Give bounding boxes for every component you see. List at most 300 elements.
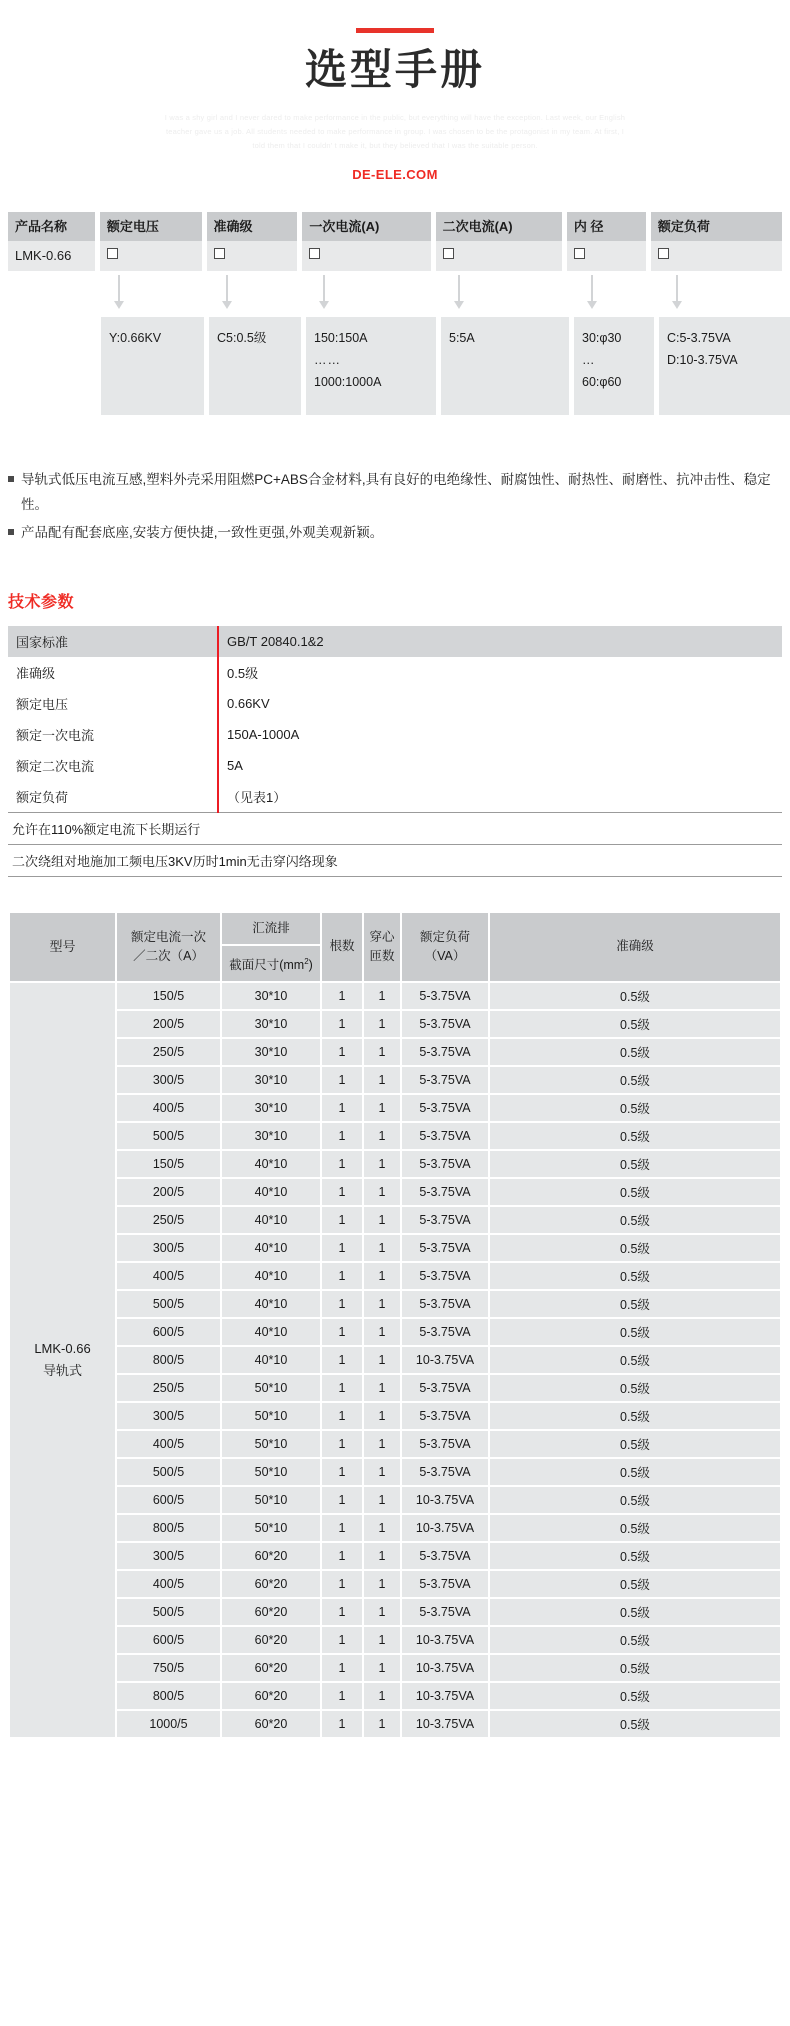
cell-rated-load: 5-3.75VA [402,1263,488,1289]
cell-section-size: 30*10 [222,1011,320,1037]
selection-detail-line: 1000:1000A [314,374,382,389]
selection-header-cell: 额定负荷 [651,212,782,241]
selection-detail-line: 30:φ30 [582,330,622,345]
tech-spec-value: 150A-1000A [218,719,782,750]
tech-spec-key: 国家标准 [8,626,218,657]
cell-accuracy: 0.5级 [490,1207,780,1233]
cell-section-size: 50*10 [222,1403,320,1429]
cell-rated-load: 10-3.75VA [402,1487,488,1513]
table-row [10,1151,780,1177]
cell-rated-load: 5-3.75VA [402,1459,488,1485]
cell-section-size: 40*10 [222,1179,320,1205]
cell-section-size: 60*20 [222,1711,320,1737]
selection-header-cell: 产品名称 [8,212,95,241]
cell-accuracy: 0.5级 [490,1179,780,1205]
selection-checkbox-cell[interactable] [436,241,562,271]
model-data-table [8,911,782,1739]
selection-model-label: LMK-0.66 [15,247,72,263]
cell-accuracy: 0.5级 [490,1431,780,1457]
cell-rated-current: 600/5 [117,1627,220,1653]
cell-strands: 1 [322,1403,362,1429]
cell-turns: 1 [364,1459,400,1485]
table-row [10,1543,780,1569]
selection-header-cell: 额定电压 [100,212,202,241]
cell-rated-current: 400/5 [117,1571,220,1597]
selection-detail-line: … [582,352,596,367]
cell-strands: 1 [322,1235,362,1261]
cell-section-size: 40*10 [222,1347,320,1373]
th-rated-current-line1: 额定电流一次 [130,929,206,944]
tech-spec-table [8,626,782,877]
cell-turns: 1 [364,1011,400,1037]
cell-section-size: 50*10 [222,1487,320,1513]
model-data-table-body [10,983,780,1737]
cell-strands: 1 [322,1543,362,1569]
selection-detail-line: C5:0.5级 [217,330,267,345]
cell-section-size: 60*20 [222,1627,320,1653]
cell-rated-load: 5-3.75VA [402,1543,488,1569]
th-strands: 根数 [322,913,362,981]
cell-rated-load: 5-3.75VA [402,1151,488,1177]
cell-turns: 1 [364,1375,400,1401]
cell-strands: 1 [322,1263,362,1289]
selection-header-cell: 二次电流(A) [436,212,562,241]
checkbox-icon[interactable] [309,248,320,259]
model-data-table-head [10,913,780,981]
tech-spec-note-row [8,812,782,844]
th-rated-load-line1: 额定负荷 [419,929,470,944]
cell-section-size: 50*10 [222,1375,320,1401]
cell-turns: 1 [364,1403,400,1429]
selection-header-cell: 内 径 [567,212,646,241]
selection-detail-line: Y:0.66KV [109,330,162,345]
selection-arrow-row [8,271,782,317]
accent-bar [356,28,434,33]
cell-accuracy: 0.5级 [490,1235,780,1261]
cell-turns: 1 [364,1515,400,1541]
checkbox-icon[interactable] [214,248,225,259]
table-row [10,1515,780,1541]
cell-rated-current: 200/5 [117,1011,220,1037]
cell-rated-load: 5-3.75VA [402,1319,488,1345]
cell-rated-current: 500/5 [117,1459,220,1485]
down-arrow-icon [574,271,654,317]
tech-spec-value: 0.66KV [218,688,782,719]
cell-turns: 1 [364,983,400,1009]
cell-rated-current: 800/5 [117,1515,220,1541]
table-row [10,1487,780,1513]
tech-spec-row [8,688,782,719]
cell-section-size: 50*10 [222,1515,320,1541]
checkbox-icon[interactable] [107,248,118,259]
cell-section-size: 30*10 [222,1039,320,1065]
cell-section-size: 60*20 [222,1571,320,1597]
cell-turns: 1 [364,1543,400,1569]
cell-strands: 1 [322,1375,362,1401]
cell-section-size: 40*10 [222,1207,320,1233]
cell-strands: 1 [322,1039,362,1065]
table-row [10,1291,780,1317]
cell-rated-current: 500/5 [117,1291,220,1317]
cell-rated-load: 5-3.75VA [402,1235,488,1261]
cell-strands: 1 [322,983,362,1009]
cell-turns: 1 [364,1179,400,1205]
cell-accuracy: 0.5级 [490,1599,780,1625]
checkbox-icon[interactable] [574,248,585,259]
cell-turns: 1 [364,1207,400,1233]
th-turns-line2: 匝数 [369,948,395,963]
tech-spec-key: 额定二次电流 [16,758,95,774]
cell-strands: 1 [322,1515,362,1541]
cell-section-size: 60*20 [222,1655,320,1681]
tech-spec-row [8,626,782,657]
cell-section-size: 40*10 [222,1151,320,1177]
feature-bullet-list [8,467,782,545]
cell-rated-current: 750/5 [117,1655,220,1681]
selection-header-cell: 一次电流(A) [302,212,430,241]
tech-spec-value: 5A [218,750,782,781]
cell-strands: 1 [322,1627,362,1653]
cell-strands: 1 [322,1571,362,1597]
table-row [10,1123,780,1149]
tech-spec-row [8,719,782,750]
cell-strands: 1 [322,1683,362,1709]
table-row [10,1095,780,1121]
cell-rated-load: 5-3.75VA [402,1571,488,1597]
table-row [10,1571,780,1597]
selection-detail-line: C:5-3.75VA [667,330,731,345]
table-header-row-1 [10,913,780,944]
selection-header-cell: 准确级 [207,212,298,241]
cell-rated-load: 5-3.75VA [402,1067,488,1093]
selection-checkbox-cell[interactable] [100,241,202,271]
selection-detail-line: 5:5A [449,330,475,345]
bullet-square-icon [8,529,14,535]
cell-strands: 1 [322,1487,362,1513]
cell-accuracy: 0.5级 [490,1319,780,1345]
cell-turns: 1 [364,1291,400,1317]
cell-rated-current: 300/5 [117,1235,220,1261]
cell-rated-current: 150/5 [117,983,220,1009]
cell-strands: 1 [322,1711,362,1737]
cell-section-size: 30*10 [222,1067,320,1093]
cell-section-size: 40*10 [222,1263,320,1289]
cell-accuracy: 0.5级 [490,1263,780,1289]
tech-spec-value: GB/T 20840.1&2 [218,626,782,657]
selection-detail-cell [101,317,204,415]
down-arrow-icon [441,271,569,317]
selection-detail-cell [441,317,569,415]
table-row [10,1235,780,1261]
cell-accuracy: 0.5级 [490,1459,780,1485]
cell-rated-current: 800/5 [117,1347,220,1373]
cell-rated-load: 5-3.75VA [402,1403,488,1429]
selection-detail-cell [574,317,654,415]
table-row [10,1263,780,1289]
table-row [10,1207,780,1233]
cell-section-size: 40*10 [222,1235,320,1261]
cell-rated-current: 600/5 [117,1487,220,1513]
table-row [10,1039,780,1065]
selection-detail-cell [659,317,790,415]
cell-turns: 1 [364,1599,400,1625]
tech-spec-row [8,781,782,813]
cell-rated-load: 10-3.75VA [402,1683,488,1709]
cell-accuracy: 0.5级 [490,1683,780,1709]
model-name-line1: LMK-0.66 [34,1340,91,1356]
cell-accuracy: 0.5级 [490,1095,780,1121]
cell-rated-load: 10-3.75VA [402,1655,488,1681]
cell-rated-load: 10-3.75VA [402,1627,488,1653]
checkbox-icon[interactable] [658,248,669,259]
cell-turns: 1 [364,1431,400,1457]
cell-accuracy: 0.5级 [490,1291,780,1317]
cell-section-size: 60*20 [222,1543,320,1569]
table-row [10,1011,780,1037]
cell-accuracy: 0.5级 [490,1039,780,1065]
cell-turns: 1 [364,1655,400,1681]
tech-spec-note: 二次绕组对地施加工频电压3KV历时1min无击穿闪络现象 [8,844,782,876]
selection-detail-line: D:10-3.75VA [667,352,738,367]
cell-accuracy: 0.5级 [490,1123,780,1149]
cell-turns: 1 [364,1319,400,1345]
cell-rated-load: 5-3.75VA [402,1431,488,1457]
cell-rated-current: 300/5 [117,1543,220,1569]
cell-strands: 1 [322,1123,362,1149]
cell-strands: 1 [322,1655,362,1681]
selection-detail-spacer [8,317,96,415]
cell-accuracy: 0.5级 [490,1515,780,1541]
cell-rated-current: 400/5 [117,1095,220,1121]
table-row [10,1431,780,1457]
cell-section-size: 30*10 [222,1123,320,1149]
cell-turns: 1 [364,1683,400,1709]
model-data-table-wrap [8,911,782,1739]
cell-strands: 1 [322,1151,362,1177]
down-arrow-icon [659,271,790,317]
cell-rated-current: 250/5 [117,1375,220,1401]
cell-accuracy: 0.5级 [490,1487,780,1513]
feature-bullet [8,467,782,517]
cell-turns: 1 [364,1067,400,1093]
down-arrow-icon [306,271,436,317]
down-arrow-icon [209,271,301,317]
tech-spec-row [8,750,782,781]
cell-turns: 1 [364,1487,400,1513]
cell-accuracy: 0.5级 [490,1403,780,1429]
cell-section-size: 40*10 [222,1291,320,1317]
bullet-square-icon [8,476,14,482]
cell-strands: 1 [322,1431,362,1457]
table-row [10,1319,780,1345]
th-model: 型号 [10,913,115,981]
cell-turns: 1 [364,1151,400,1177]
cell-rated-current: 250/5 [117,1207,220,1233]
th-rated-current-line2: ／二次（A） [133,948,204,963]
cell-strands: 1 [322,1207,362,1233]
feature-bullet-text: 导轨式低压电流互感,塑料外壳采用阻燃PC+ABS合金材料,具有良好的电绝缘性、耐腐蚀性、耐热性、耐磨性、抗冲击性、稳定性。 [21,471,771,512]
tech-spec-note-row [8,844,782,876]
selection-model-cell [8,241,95,271]
cell-strands: 1 [322,1459,362,1485]
cell-accuracy: 0.5级 [490,1151,780,1177]
cell-section-size: 60*20 [222,1683,320,1709]
checkbox-icon[interactable] [443,248,454,259]
feature-bullet-text: 产品配有配套底座,安装方便快捷,一致性更强,外观美观新颖。 [21,524,384,540]
tech-spec-note: 允许在110%额定电流下长期运行 [8,812,782,844]
th-accuracy: 准确级 [490,913,780,981]
decorative-paragraph: I was a shy girl and I never dared to make performance in the public, but everything will have the exception. Last week, our English teacher gave us a job. All students needed to make performance in group. I was chosen to be the protagonist in my team. At first, I told them that I couldn' t make it, but they believed that I was the suitable person. [164,113,626,150]
cell-strands: 1 [322,1291,362,1317]
tech-spec-key: 额定电压 [16,696,69,712]
cell-rated-load: 5-3.75VA [402,1179,488,1205]
cell-rated-current: 300/5 [117,1403,220,1429]
selection-detail-cell [209,317,301,415]
arrow-spacer [8,271,96,317]
selection-detail-line: …… [314,352,341,367]
th-section-size-sup: 2 [304,956,309,966]
selection-header-row [8,212,782,241]
cell-rated-current: 250/5 [117,1039,220,1065]
cell-accuracy: 0.5级 [490,1347,780,1373]
tech-section-title: 技术参数 [8,593,75,611]
selection-detail-cell [306,317,436,415]
tech-spec-value: 0.5级 [218,657,782,688]
table-row [10,1599,780,1625]
cell-rated-load: 5-3.75VA [402,1375,488,1401]
cell-rated-load: 5-3.75VA [402,1123,488,1149]
cell-turns: 1 [364,1571,400,1597]
cell-section-size: 50*10 [222,1431,320,1457]
cell-strands: 1 [322,1011,362,1037]
table-row [10,1179,780,1205]
cell-rated-load: 5-3.75VA [402,1039,488,1065]
cell-rated-current: 150/5 [117,1151,220,1177]
cell-accuracy: 0.5级 [490,1655,780,1681]
tech-spec-key: 准确级 [16,665,56,681]
cell-rated-current: 200/5 [117,1179,220,1205]
cell-rated-current: 400/5 [117,1431,220,1457]
cell-turns: 1 [364,1235,400,1261]
selection-checkbox-cell[interactable] [567,241,646,271]
th-turns [364,913,400,981]
cell-accuracy: 0.5级 [490,983,780,1009]
cell-rated-load: 10-3.75VA [402,1711,488,1737]
cell-accuracy: 0.5级 [490,1711,780,1737]
model-name-cell [10,983,115,1737]
table-row [10,1403,780,1429]
cell-turns: 1 [364,1123,400,1149]
table-row [10,983,780,1009]
cell-rated-load: 5-3.75VA [402,1291,488,1317]
th-busbar: 汇流排 [222,913,320,944]
cell-accuracy: 0.5级 [490,1627,780,1653]
th-section-size [222,946,320,981]
cell-strands: 1 [322,1095,362,1121]
cell-strands: 1 [322,1347,362,1373]
cell-section-size: 50*10 [222,1459,320,1485]
cell-strands: 1 [322,1179,362,1205]
cell-rated-load: 10-3.75VA [402,1347,488,1373]
cell-rated-current: 800/5 [117,1683,220,1709]
selection-checkbox-cell[interactable] [207,241,298,271]
th-rated-load-line2: （VA） [424,948,466,963]
selection-table [8,212,782,415]
selection-detail-row [8,317,782,415]
selection-detail-line: 60:φ60 [582,374,622,389]
cell-turns: 1 [364,1263,400,1289]
table-row [10,1347,780,1373]
down-arrow-icon [101,271,204,317]
cell-accuracy: 0.5级 [490,1011,780,1037]
cell-rated-load: 5-3.75VA [402,1011,488,1037]
table-row [10,1375,780,1401]
selection-checkbox-cell[interactable] [302,241,430,271]
cell-rated-current: 400/5 [117,1263,220,1289]
selection-detail-line: 150:150A [314,330,368,345]
tech-spec-value: （见表1） [218,781,782,813]
cell-rated-load: 10-3.75VA [402,1515,488,1541]
cell-strands: 1 [322,1067,362,1093]
cell-section-size: 30*10 [222,1095,320,1121]
table-row [10,1655,780,1681]
th-turns-line1: 穿心 [369,929,395,944]
cell-turns: 1 [364,1627,400,1653]
cell-rated-current: 300/5 [117,1067,220,1093]
cell-rated-current: 500/5 [117,1123,220,1149]
selection-checkbox-cell[interactable] [651,241,782,271]
cell-section-size: 40*10 [222,1319,320,1345]
table-row [10,1067,780,1093]
cell-rated-current: 500/5 [117,1599,220,1625]
table-row [10,1711,780,1737]
cell-turns: 1 [364,1347,400,1373]
cell-rated-load: 5-3.75VA [402,1599,488,1625]
brand-label: DE-ELE.COM [352,166,438,182]
cell-rated-load: 5-3.75VA [402,983,488,1009]
cell-turns: 1 [364,1095,400,1121]
cell-accuracy: 0.5级 [490,1375,780,1401]
cell-rated-current: 600/5 [117,1319,220,1345]
tech-spec-key: 额定负荷 [16,789,69,805]
cell-turns: 1 [364,1039,400,1065]
th-section-size-tail: ) [308,957,313,972]
model-name-line2: 导轨式 [42,1362,82,1378]
table-row [10,1683,780,1709]
page-title: 选型手册 [304,46,485,93]
cell-rated-load: 5-3.75VA [402,1095,488,1121]
cell-rated-current: 1000/5 [117,1711,220,1737]
cell-strands: 1 [322,1599,362,1625]
th-rated-load [402,913,488,981]
cell-turns: 1 [364,1711,400,1737]
cell-section-size: 30*10 [222,983,320,1009]
th-rated-current [117,913,220,981]
cell-strands: 1 [322,1319,362,1345]
feature-bullet [8,520,782,545]
page-header [0,0,790,182]
tech-spec-key: 额定一次电流 [16,727,95,743]
th-section-size-text: 截面尺寸(mm [229,957,305,972]
table-row [10,1627,780,1653]
cell-accuracy: 0.5级 [490,1067,780,1093]
cell-accuracy: 0.5级 [490,1571,780,1597]
cell-section-size: 60*20 [222,1599,320,1625]
tech-spec-row [8,657,782,688]
selection-checkbox-row [8,241,782,271]
table-row [10,1459,780,1485]
cell-rated-load: 5-3.75VA [402,1207,488,1233]
